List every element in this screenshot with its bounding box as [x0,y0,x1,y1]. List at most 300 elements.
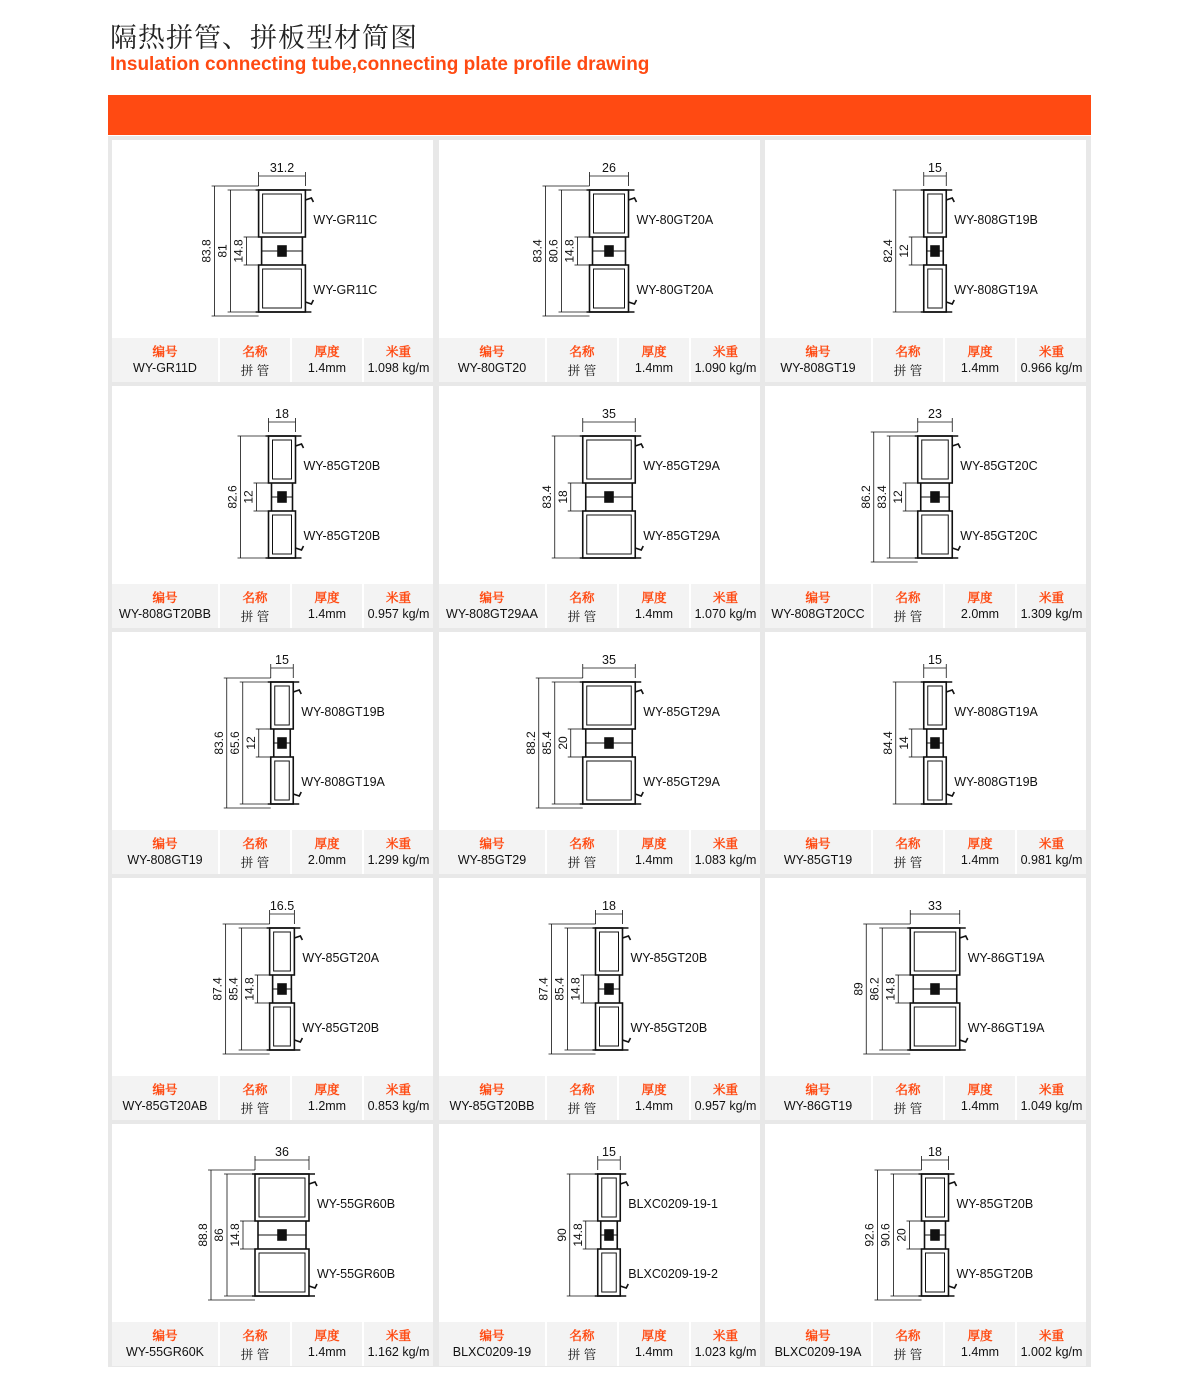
info-value: 1.4mm [634,607,674,621]
width-dimension: 33 [928,899,942,913]
info-col-name [547,1322,617,1366]
info-col-name [873,584,943,628]
profile-card [765,386,1086,628]
height-dimension: 20 [555,736,570,750]
top-part-label: WY-55GR60B [317,1197,396,1211]
info-col-name [547,338,617,382]
profile-drawing [765,140,1086,336]
info-col-thickness [945,1322,1015,1366]
profile-card [439,140,760,382]
info-value: 0.966 kg/m [1020,361,1083,375]
height-dimension: 20 [894,1228,909,1242]
width-dimension: 15 [928,161,942,175]
info-value: BLXC0209-19 [452,1345,532,1359]
info-header: 米重 [712,344,738,359]
info-header: 名称 [569,1082,595,1097]
width-dimension: 35 [602,653,616,667]
info-value: 1.049 kg/m [1020,1099,1083,1113]
thermal-strip [931,246,939,256]
bottom-part-label: WY-86GT19A [967,1021,1045,1035]
upper-chamber [918,436,953,483]
width-dimension: 26 [602,161,616,175]
profile-drawing [765,386,1086,582]
profile-drawing [112,386,433,582]
width-dimension: 18 [928,1145,942,1159]
height-dimension: 14.8 [228,1223,242,1247]
bottom-part-label: WY-GR11C [313,283,378,297]
upper-chamber [598,1174,621,1221]
lower-chamber [255,1249,309,1296]
info-value: 拼 管 [240,1348,270,1362]
info-value: WY-80GT20 [457,361,527,375]
info-value: 1.309 kg/m [1020,607,1083,621]
info-header: 编号 [805,1082,831,1097]
info-col-thickness [619,338,689,382]
info-value: 1.299 kg/m [367,853,430,867]
info-value: 1.070 kg/m [694,607,757,621]
info-value: WY-85GT20AB [122,1099,208,1113]
lower-chamber [924,757,947,804]
info-value: 拼 管 [893,1348,923,1362]
info-col-name [873,1322,943,1366]
width-dimension: 18 [602,899,616,913]
info-value: 拼 管 [240,856,270,870]
info-header: 名称 [569,590,595,605]
info-header: 厚度 [641,344,667,359]
info-value: WY-GR11D [133,361,197,375]
info-col-thickness [619,1322,689,1366]
upper-chamber [583,436,636,483]
height-dimension: 12 [241,490,256,504]
info-value: 1.4mm [634,361,674,375]
height-dimension: 87.4 [536,977,551,1001]
top-part-label: WY-808GT19B [954,213,1038,227]
top-part-label: WY-80GT20A [636,213,714,227]
height-dimension: 12 [890,490,905,504]
upper-chamber [924,190,947,237]
info-col-code [765,338,871,382]
top-part-label: WY-808GT19A [954,705,1038,719]
info-col-code [765,830,871,874]
profile-card [765,632,1086,874]
info-value: 1.4mm [960,853,1000,867]
info-value: 拼 管 [567,364,597,378]
height-dimension: 89 [851,982,866,996]
profile-card [112,386,433,628]
info-header: 厚度 [314,1082,340,1097]
info-col-code [439,830,545,874]
height-dimension: 85.4 [552,977,567,1001]
thermal-strip [931,492,939,502]
info-header: 米重 [1038,1328,1064,1343]
info-col-name [873,1076,943,1120]
profile-card [112,1124,433,1366]
lower-chamber [924,265,947,312]
width-dimension: 15 [928,653,942,667]
top-part-label: WY-808GT19B [301,705,385,719]
profile-info-row [765,584,1086,628]
info-col-weight [1017,1076,1086,1120]
bottom-part-label: WY-80GT20A [636,283,714,297]
info-value: WY-808GT20BB [119,607,211,621]
profile-drawing [112,140,433,336]
info-header: 名称 [895,1082,921,1097]
info-value: 1.4mm [960,1345,1000,1359]
bottom-part-label: WY-85GT20C [960,529,1038,543]
profile-info-row [112,1076,433,1120]
bottom-part-label: BLXC0209-19-2 [628,1267,718,1281]
height-dimension: 88.2 [523,731,538,755]
info-col-name [220,1076,290,1120]
info-col-weight [364,1322,433,1366]
info-header: 厚度 [314,590,340,605]
profile-grid [108,136,1091,1367]
height-dimension: 85.4 [226,977,241,1001]
page-title-en: Insulation connecting tube,connecting plate profile drawing [110,54,650,75]
upper-chamber [910,928,960,975]
profile-drawing [439,632,760,828]
width-dimension: 18 [275,407,289,421]
height-dimension: 14.8 [231,239,246,263]
height-dimension: 83.4 [874,485,889,509]
info-col-weight [691,1076,760,1120]
info-col-thickness [945,1076,1015,1120]
upper-chamber [255,1174,309,1221]
profile-card [112,140,433,382]
info-value: WY-85GT19 [783,853,853,867]
profile-card [112,632,433,874]
height-dimension: 90 [554,1228,569,1242]
info-value: 2.0mm [960,607,1000,621]
profile-drawing [439,878,760,1074]
height-dimension: 14.8 [242,977,257,1001]
info-col-thickness [292,584,362,628]
info-header: 编号 [805,590,831,605]
bottom-part-label: WY-85GT20B [630,1021,708,1035]
profile-drawing [765,1124,1086,1320]
info-header: 名称 [242,590,268,605]
info-header: 名称 [242,344,268,359]
info-value: 1.002 kg/m [1020,1345,1083,1359]
height-dimension: 88.8 [196,1223,210,1247]
profile-card [439,386,760,628]
info-value: 拼 管 [567,1348,597,1362]
bottom-part-label: WY-808GT19A [954,283,1038,297]
profile-info-row [439,830,760,874]
info-value: WY-55GR60K [125,1345,205,1359]
profile-card [765,878,1086,1120]
info-header: 编号 [479,1328,505,1343]
width-dimension: 15 [275,653,289,667]
info-header: 米重 [385,344,411,359]
profile-card [439,1124,760,1366]
thermal-strip [278,246,286,256]
height-dimension: 84.4 [880,731,895,755]
info-header: 厚度 [314,1328,340,1343]
info-value: 1.4mm [634,1099,674,1113]
info-header: 米重 [1038,1082,1064,1097]
height-dimension: 14.8 [570,1223,585,1247]
info-col-weight [364,830,433,874]
info-header: 厚度 [641,590,667,605]
height-dimension: 18 [555,490,570,504]
bottom-part-label: WY-85GT29A [643,529,720,543]
info-header: 厚度 [641,1328,667,1343]
info-col-thickness [619,830,689,874]
info-value: 1.4mm [634,853,674,867]
info-col-weight [364,584,433,628]
height-dimension: 86 [212,1228,226,1242]
info-value: 2.0mm [307,853,347,867]
info-col-name [220,830,290,874]
info-col-thickness [619,584,689,628]
info-col-code [439,584,545,628]
info-value: 拼 管 [893,1102,923,1116]
height-dimension: 85.4 [539,731,554,755]
info-header: 米重 [712,1328,738,1343]
upper-chamber [259,190,306,237]
profile-card [112,878,433,1120]
lower-chamber [910,1003,960,1050]
info-header: 米重 [1038,590,1064,605]
profile-info-row [112,584,433,628]
top-part-label: WY-GR11C [313,213,378,227]
profile-info-row [765,338,1086,382]
thermal-strip [605,492,613,502]
info-value: 1.098 kg/m [367,361,430,375]
profile-drawing [765,878,1086,1074]
info-value: 1.4mm [307,361,347,375]
width-dimension: 16.5 [269,899,295,913]
info-col-code [439,1076,545,1120]
bottom-part-label: WY-55GR60B [317,1267,396,1281]
info-value: 拼 管 [567,1102,597,1116]
width-dimension: 36 [275,1145,289,1159]
info-col-thickness [945,830,1015,874]
height-dimension: 86.2 [858,485,873,509]
profile-info-row [439,1076,760,1120]
info-value: 拼 管 [567,610,597,624]
top-part-label: WY-85GT20A [302,951,380,965]
upper-chamber [271,682,294,729]
height-dimension: 83.6 [211,731,226,755]
lower-chamber [583,511,636,558]
info-col-weight [691,584,760,628]
info-header: 编号 [805,1328,831,1343]
height-dimension: 86.2 [867,977,882,1001]
info-header: 编号 [152,1328,178,1343]
profile-info-row [439,584,760,628]
thermal-strip [278,984,286,994]
page-title-cn: 隔热拼管、拼板型材简图 [110,23,418,54]
info-header: 米重 [1038,836,1064,851]
thermal-strip [931,738,939,748]
info-col-code [765,1322,871,1366]
upper-chamber [924,682,947,729]
info-value: 1.2mm [307,1099,347,1113]
info-value: 0.957 kg/m [367,607,430,621]
info-header: 名称 [569,1328,595,1343]
info-col-name [547,1076,617,1120]
profile-info-row [765,1076,1086,1120]
height-dimension: 92.6 [862,1223,877,1247]
profile-info-row [765,1322,1086,1366]
info-value: 拼 管 [240,1102,270,1116]
info-col-name [220,1322,290,1366]
info-col-code [765,584,871,628]
info-header: 编号 [479,1082,505,1097]
info-value: 1.090 kg/m [694,361,757,375]
thermal-strip [931,984,939,994]
info-header: 名称 [895,590,921,605]
height-dimension: 81 [215,244,230,258]
info-header: 米重 [712,836,738,851]
info-header: 厚度 [967,344,993,359]
info-value: 拼 管 [893,856,923,870]
profile-drawing [765,632,1086,828]
top-part-label: WY-85GT20B [303,459,381,473]
info-header: 名称 [895,1328,921,1343]
profile-info-row [112,1322,433,1366]
bottom-part-label: WY-85GT20B [303,529,381,543]
info-header: 名称 [242,1328,268,1343]
bottom-part-label: WY-808GT19A [301,775,385,789]
info-value: WY-808GT19 [127,853,203,867]
info-header: 米重 [385,590,411,605]
height-dimension: 83.4 [539,485,554,509]
info-value: WY-85GT29 [457,853,527,867]
info-col-name [547,584,617,628]
info-value: 1.023 kg/m [694,1345,757,1359]
info-header: 厚度 [967,1082,993,1097]
info-col-code [112,1076,218,1120]
info-col-weight [691,830,760,874]
lower-chamber [590,265,629,312]
lower-chamber [271,757,294,804]
lower-chamber [259,265,306,312]
thermal-strip [931,1230,939,1240]
info-col-weight [1017,1322,1086,1366]
info-header: 米重 [385,1082,411,1097]
thermal-strip [278,738,286,748]
bottom-part-label: WY-85GT20B [956,1267,1034,1281]
width-dimension: 31.2 [269,161,295,175]
info-header: 名称 [242,836,268,851]
info-value: 0.853 kg/m [367,1099,430,1113]
info-header: 厚度 [967,836,993,851]
height-dimension: 12 [896,244,911,258]
info-header: 名称 [895,836,921,851]
info-col-thickness [292,338,362,382]
top-part-label: WY-85GT20C [960,459,1038,473]
info-col-thickness [292,830,362,874]
bottom-part-label: WY-85GT29A [643,775,720,789]
info-header: 名称 [895,344,921,359]
info-col-code [439,1322,545,1366]
info-col-weight [691,1322,760,1366]
info-header: 名称 [242,1082,268,1097]
top-part-label: WY-85GT29A [643,459,720,473]
info-value: 拼 管 [240,610,270,624]
height-dimension: 80.6 [546,239,561,263]
info-header: 编号 [152,344,178,359]
top-part-label: BLXC0209-19-1 [628,1197,718,1211]
info-col-weight [364,338,433,382]
info-value: 拼 管 [893,364,923,378]
profile-drawing [112,632,433,828]
info-col-name [873,830,943,874]
profile-drawing [112,878,433,1074]
info-col-weight [1017,584,1086,628]
profile-card [439,632,760,874]
info-col-thickness [619,1076,689,1120]
info-value: WY-85GT20BB [449,1099,535,1113]
info-header: 编号 [479,836,505,851]
lower-chamber [918,511,953,558]
width-dimension: 15 [602,1145,616,1159]
info-header: 厚度 [641,836,667,851]
info-header: 名称 [569,344,595,359]
info-col-name [547,830,617,874]
info-header: 编号 [479,344,505,359]
height-dimension: 82.6 [225,485,240,509]
height-dimension: 14.8 [883,977,898,1001]
profile-drawing [439,386,760,582]
height-dimension: 14.8 [562,239,577,263]
info-value: 1.083 kg/m [694,853,757,867]
info-col-weight [1017,338,1086,382]
info-col-thickness [292,1076,362,1120]
thermal-strip [278,1230,286,1240]
info-header: 编号 [152,1082,178,1097]
info-header: 米重 [712,1082,738,1097]
height-dimension: 82.4 [880,239,895,263]
height-dimension: 83.8 [199,239,214,263]
profile-card [765,140,1086,382]
thermal-strip [605,738,613,748]
info-col-code [112,830,218,874]
info-value: WY-808GT29AA [446,607,538,621]
thermal-strip [278,492,286,502]
info-header: 厚度 [967,1328,993,1343]
info-value: 拼 管 [240,364,270,378]
info-col-code [112,1322,218,1366]
height-dimension: 87.4 [210,977,225,1001]
thermal-strip [605,246,613,256]
profile-drawing [439,1124,760,1320]
width-dimension: 23 [928,407,942,421]
profile-info-row [765,830,1086,874]
info-header: 编号 [152,836,178,851]
info-value: 1.4mm [307,607,347,621]
width-dimension: 35 [602,407,616,421]
info-col-name [873,338,943,382]
info-col-weight [364,1076,433,1120]
info-header: 名称 [569,836,595,851]
info-col-name [220,584,290,628]
profile-card [439,878,760,1120]
info-col-weight [691,338,760,382]
info-header: 厚度 [314,344,340,359]
orange-banner [108,95,1091,135]
height-dimension: 12 [243,736,258,750]
info-value: 1.4mm [634,1345,674,1359]
thermal-strip [605,984,613,994]
profile-info-row [439,1322,760,1366]
info-col-code [765,1076,871,1120]
bottom-part-label: WY-85GT20B [302,1021,380,1035]
info-header: 米重 [1038,344,1064,359]
